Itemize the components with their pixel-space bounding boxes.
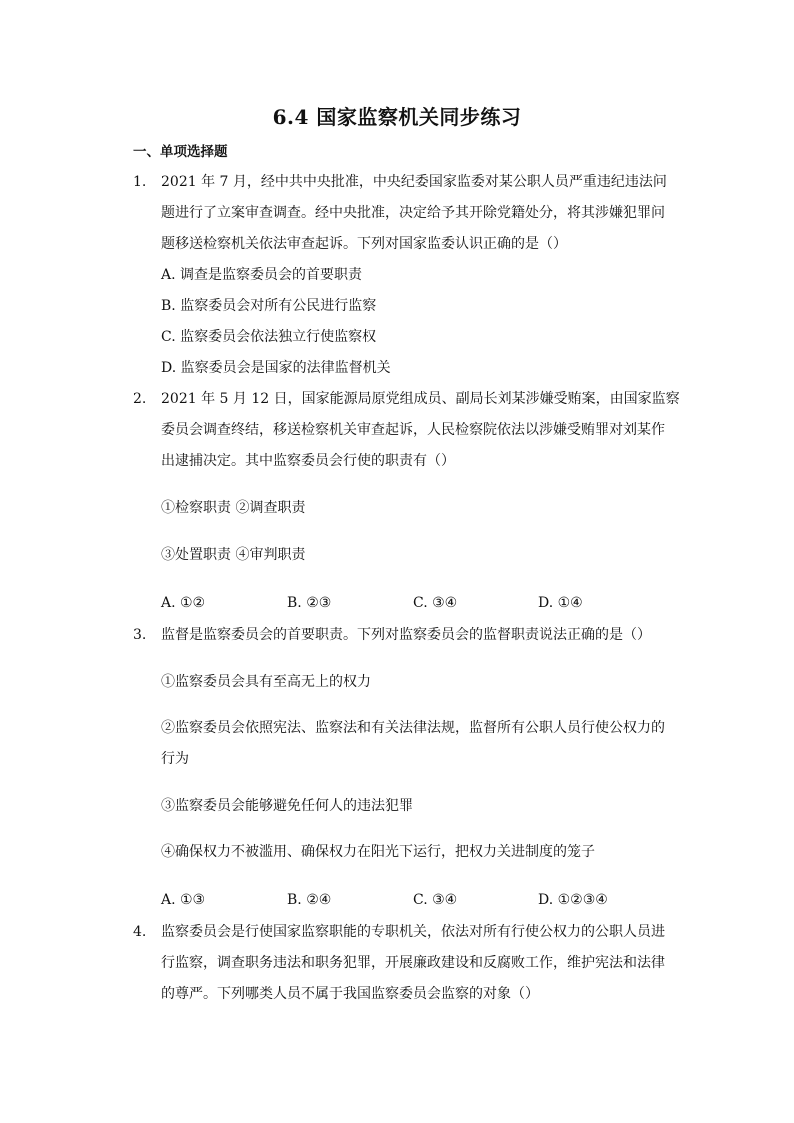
question-2-line-2: 委员会调查终结，移送检察机关审查起诉，人民检察院依法以涉嫌受贿罪对刘某作 — [161, 422, 665, 438]
question-4-line-3: 的尊严。下列哪类人员不属于我国监察委员会监察的对象（） — [161, 986, 539, 1002]
question-1-line-2: 题进行了立案审查调查。经中央批准，决定给予其开除党籍处分，将其涉嫌犯罪问 — [161, 205, 665, 221]
question-3-option-a: A. ①③ — [161, 892, 206, 908]
question-1-option-a: A. 调查是监察委员会的首要职责 — [161, 267, 363, 283]
question-3-statement-1: ①监察委员会具有至高无上的权力 — [161, 674, 371, 690]
question-2-number: 2. — [133, 391, 147, 407]
question-3-option-d: D. ①②③④ — [538, 892, 608, 908]
question-2-option-c: C. ③④ — [413, 595, 458, 611]
question-2-option-b: B. ②③ — [287, 595, 332, 611]
question-3-option-b: B. ②④ — [287, 892, 332, 908]
question-2-statement-1: ①检察职责 ②调查职责 — [161, 500, 306, 516]
question-1-option-c: C. 监察委员会依法独立行使监察权 — [161, 329, 377, 345]
question-3-statement-2-cont: 行为 — [161, 751, 189, 767]
question-1-line-3: 题移送检察机关依法审查起诉。下列对国家监委认识正确的是（） — [161, 236, 567, 252]
question-4-line-1: 监察委员会是行使国家监察职能的专职机关，依法对所有行使公权力的公职人员进 — [161, 924, 665, 940]
question-1-option-d: D. 监察委员会是国家的法律监督机关 — [161, 360, 391, 376]
question-3-number: 3. — [133, 627, 147, 643]
question-3-statement-2: ②监察委员会依照宪法、监察法和有关法律法规，监督所有公职人员行使公权力的 — [161, 720, 665, 736]
question-2-line-1: 2021 年 5 月 12 日，国家能源局原党组成员、副局长刘某涉嫌受贿案，由国家监察 — [161, 391, 680, 407]
question-2-option-d: D. ①④ — [538, 595, 583, 611]
question-1-option-b: B. 监察委员会对所有公民进行监察 — [161, 298, 377, 314]
question-1-line-1: 2021 年 7 月，经中共中央批准，中央纪委国家监委对某公职人员严重违纪违法问 — [161, 174, 667, 190]
question-3-line-1: 监督是监察委员会的首要职责。下列对监察委员会的监督职责说法正确的是（） — [161, 627, 651, 643]
question-2-option-a: A. ①② — [161, 595, 206, 611]
question-3-statement-4: ④确保权力不被滥用、确保权力在阳光下运行，把权力关进制度的笼子 — [161, 844, 595, 860]
section-heading: 一、单项选择题 — [133, 144, 228, 160]
question-2-statement-2: ③处置职责 ④审判职责 — [161, 547, 306, 563]
question-3-statement-3: ③监察委员会能够避免任何人的违法犯罪 — [161, 798, 413, 814]
question-4-line-2: 行监察，调查职务违法和职务犯罪，开展廉政建设和反腐败工作，维护宪法和法律 — [161, 955, 665, 971]
question-3-option-c: C. ③④ — [413, 892, 458, 908]
question-2-line-3: 出逮捕决定。其中监察委员会行使的职责有（） — [161, 453, 455, 469]
question-1-number: 1. — [133, 174, 147, 190]
question-4-number: 4. — [133, 924, 147, 940]
page-title: 6.4 国家监察机关同步练习 — [272, 105, 522, 129]
